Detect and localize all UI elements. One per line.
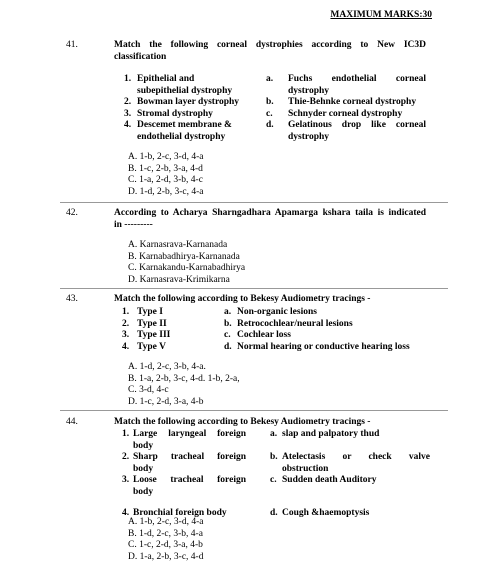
item-text-cont: endothelial dystrophy [137, 131, 226, 142]
item-text: Loose tracheal foreign [133, 475, 246, 485]
item-letter: a. [266, 74, 274, 84]
item-text: Sudden death Auditory [282, 475, 377, 485]
answer-options [128, 517, 203, 563]
question-text: Match the following corneal dystrophies according to New IC3D [114, 40, 426, 50]
question-number: 44. [66, 417, 78, 427]
item-text: Bowman layer dystrophy [137, 97, 240, 107]
option-b[interactable]: B. 1-a, 2-b, 3-c, 4-d. 1-b, 2-a, [128, 373, 240, 384]
item-text: Gelatinous drop like corneal [288, 120, 426, 130]
option-b[interactable]: B. 1-d, 2-c, 3-b, 4-a [128, 528, 203, 539]
item-letter: a. [224, 307, 232, 317]
item-text: Fuchs endothelial corneal [288, 74, 426, 84]
question-text-cont: classification [114, 51, 167, 62]
item-text-cont: dystrophy [288, 85, 330, 96]
item-text: Cochlear loss [237, 330, 291, 340]
item-letter: b. [270, 452, 278, 462]
option-d[interactable]: D. Karnasrava-Krimikarna [128, 274, 230, 285]
item-number: 3. [122, 330, 130, 340]
option-a[interactable]: A. 1-b, 2-c, 3-d, 4-a [128, 152, 204, 162]
item-text: Cough &haemoptysis [282, 508, 370, 518]
option-a[interactable]: A. 1-b, 2-c, 3-d, 4-a [128, 517, 204, 527]
item-letter: a. [270, 429, 278, 439]
item-number: 4. [122, 508, 130, 518]
item-text-cont: subepithelial dystrophy [137, 85, 233, 96]
item-text: Schnyder corneal dystrophy [288, 108, 403, 119]
item-text: Stromal dystrophy [137, 108, 213, 119]
item-text-cont: body [133, 463, 154, 474]
item-text: Type II [137, 318, 167, 329]
question-text: Match the following according to Bekesy Audiometry tracings - [114, 294, 371, 304]
question-number: 42. [66, 208, 78, 218]
item-letter: b. [224, 318, 232, 329]
item-text: Atelectasis or check valve [282, 452, 430, 462]
item-text-cont: obstruction [282, 463, 329, 474]
answer-options [128, 362, 240, 408]
item-text: Descemet membrane & [137, 120, 232, 130]
item-text-cont: dystrophy [288, 131, 330, 142]
item-number: 1. [122, 307, 130, 317]
option-a[interactable]: A. 1-d, 2-c, 3-b, 4-a. [128, 362, 206, 372]
item-text: Large laryngeal foreign [133, 429, 246, 439]
max-marks-header: MAXIMUM MARKS:30 [330, 10, 432, 20]
question-number: 41. [66, 40, 78, 50]
item-text: Type V [137, 341, 166, 352]
item-number: 4. [122, 341, 130, 352]
option-b[interactable]: B. Karnabadhirya-Karnanada [128, 251, 240, 262]
item-text-cont: body [133, 486, 154, 497]
item-number: 3. [122, 475, 130, 485]
item-number: 4. [124, 120, 132, 130]
divider [60, 410, 448, 411]
item-text: Normal hearing or conductive hearing loss [237, 341, 410, 352]
item-number: 3. [124, 108, 132, 119]
item-text: Non-organic lesions [237, 307, 317, 317]
divider [60, 288, 448, 289]
option-c[interactable]: C. 3-d, 4-c [128, 385, 169, 395]
item-letter: b. [266, 97, 274, 107]
option-d[interactable]: D. 1-a, 2-b, 3-c, 4-d [128, 551, 204, 562]
item-letter: d. [270, 508, 278, 518]
item-text: Bronchial foreign body [133, 508, 227, 518]
item-text: Retrocochlear/neural lesions [237, 318, 353, 329]
option-c[interactable]: C. 1-c, 2-d, 3-a, 4-b [128, 540, 203, 550]
item-letter: d. [224, 341, 232, 352]
divider [60, 202, 448, 203]
question-text-cont: in --------- [114, 219, 153, 230]
item-number: 2. [124, 97, 132, 107]
item-letter: c. [270, 475, 277, 485]
option-d[interactable]: D. 1-d, 2-b, 3-c, 4-a [128, 186, 204, 197]
item-text: Type I [137, 307, 163, 317]
option-d[interactable]: D. 1-c, 2-d, 3-a, 4-b [128, 396, 204, 407]
option-b[interactable]: B. 1-c, 2-b, 3-a, 4-d [128, 163, 203, 174]
item-text-cont: body [133, 440, 154, 451]
item-number: 1. [124, 74, 132, 84]
item-number: 1. [122, 429, 130, 439]
question-number: 43. [66, 294, 78, 304]
option-c[interactable]: C. 1-a, 2-d, 3-b, 4-c [128, 175, 203, 185]
item-text: Type III [137, 330, 171, 340]
item-text: slap and palpatory thud [282, 429, 380, 439]
option-c[interactable]: C. Karnakandu-Karnabadhirya [128, 263, 246, 273]
item-letter: d. [266, 120, 274, 130]
answer-options [128, 152, 203, 198]
item-text: Sharp tracheal foreign [133, 452, 246, 462]
answer-options [128, 240, 245, 286]
item-number: 2. [122, 452, 130, 462]
question-text: Match the following according to Bekesy Audiometry tracings - [114, 417, 371, 427]
item-text: Thie-Behnke corneal dystrophy [288, 97, 417, 107]
option-a[interactable]: A. Karnasrava-Karnanada [128, 240, 228, 250]
item-letter: c. [266, 108, 273, 119]
item-text: Epithelial and [137, 74, 195, 84]
item-number: 2. [122, 318, 130, 329]
question-text: According to Acharya Sharngadhara Apamarga kshara taila is indicated [114, 208, 426, 218]
item-letter: c. [224, 330, 231, 340]
